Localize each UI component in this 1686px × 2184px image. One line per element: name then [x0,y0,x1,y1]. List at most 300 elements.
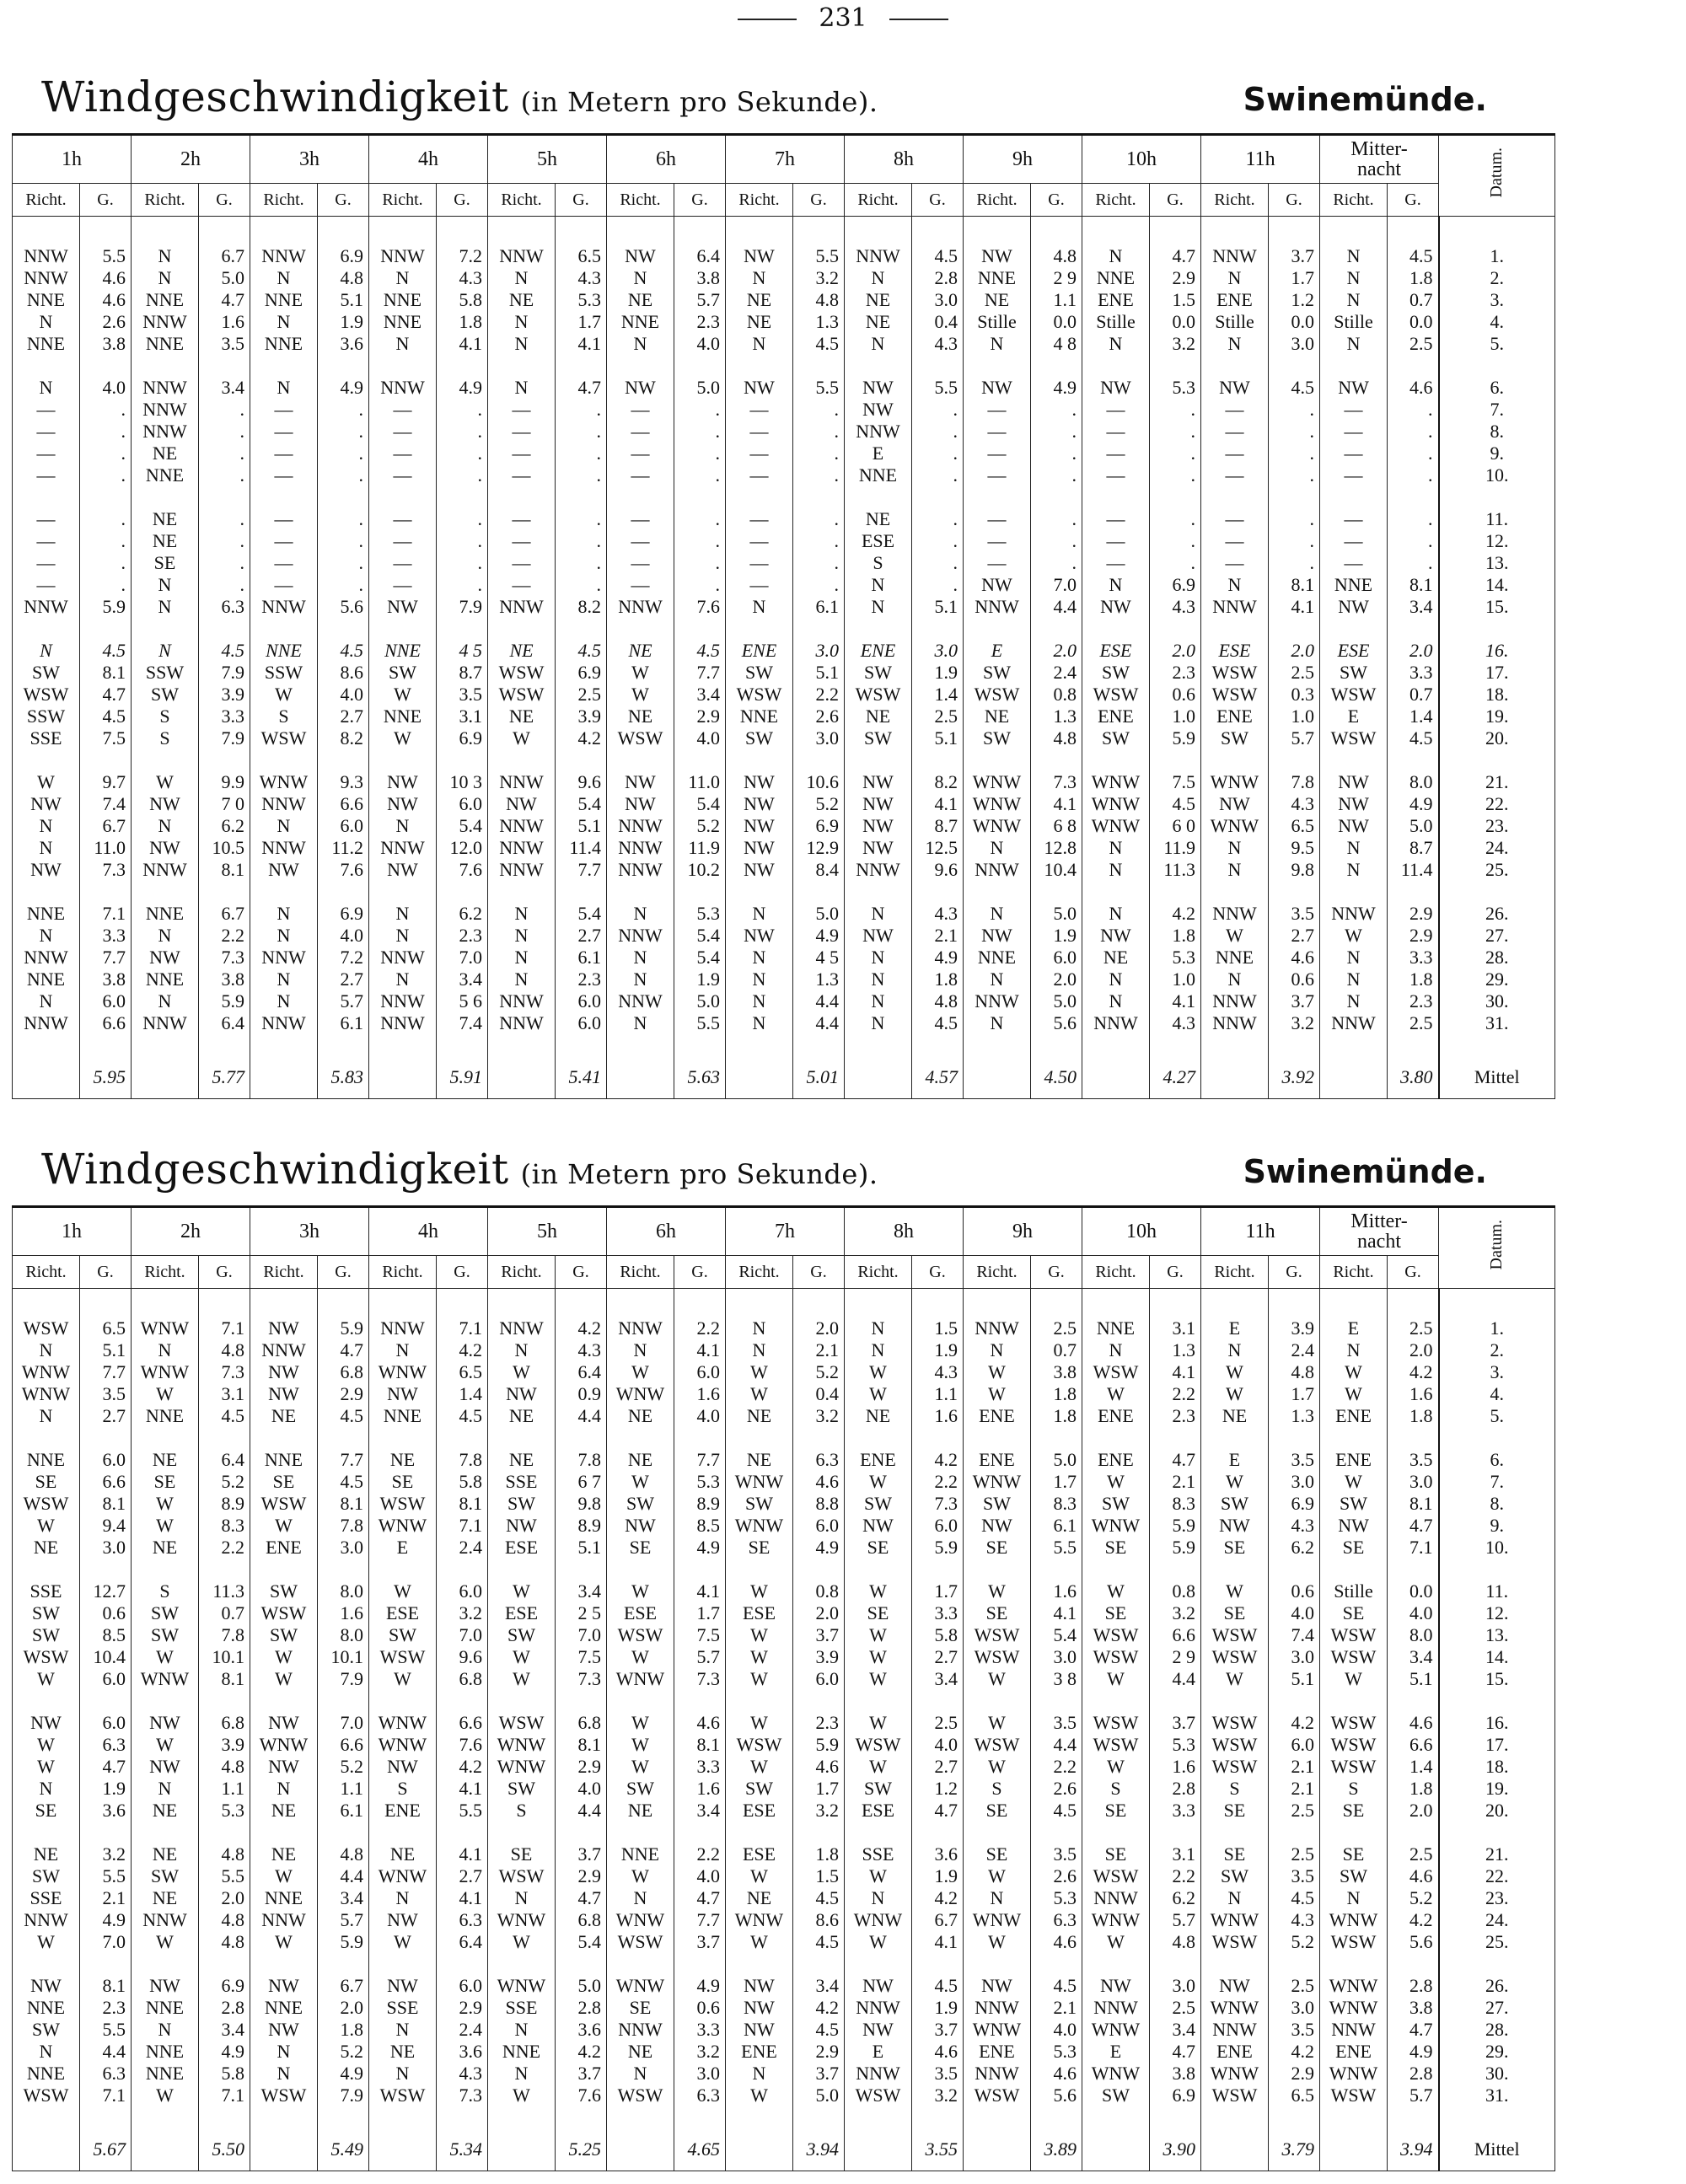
direction-cell: NNW [132,1909,199,1931]
direction-cell: WNW [369,1515,437,1537]
direction-cell: NW [1320,377,1388,399]
direction-cell: W [13,771,80,793]
mean-direction-cell [726,1056,793,1099]
spacer-cell [1269,749,1320,771]
spacer-cell [556,881,607,903]
direction-cell: N [132,267,199,289]
spacer-cell [964,1559,1031,1580]
spacer-cell [1388,355,1439,377]
gap-cell [793,1289,845,1296]
speed-cell: . [199,574,250,596]
spacer-cell [369,1822,437,1843]
direction-cell: SSW [13,706,80,727]
direction-cell: ENE [250,1537,318,1559]
speed-cell: 2.9 [1388,925,1439,947]
direction-cell: NNW [845,859,912,881]
speed-cell: . [674,421,726,443]
speed-cell: 7.6 [437,1734,488,1756]
direction-cell: W [845,1361,912,1383]
header-gap [13,1289,1555,1296]
speed-cell: . [1388,552,1439,574]
speed-cell: 6.0 [556,990,607,1012]
datum-header-label: Datum. [1487,148,1506,198]
speed-cell: 6.0 [793,1668,845,1690]
direction-header: Richt. [1201,184,1269,217]
direction-cell: WSW [964,1646,1031,1668]
spacer-cell [80,1559,132,1580]
direction-cell: N [250,990,318,1012]
gap-cell [250,217,318,224]
speed-cell: 10.4 [1031,859,1082,881]
speed-cell: 6.0 [556,1012,607,1034]
speed-cell: 6.6 [318,793,369,815]
gap-cell [318,1289,369,1296]
direction-cell: — [1320,399,1388,421]
gap-cell [726,1289,793,1296]
spacer-cell [1320,1690,1388,1712]
speed-cell: 5.3 [674,1471,726,1493]
direction-cell: N [132,574,199,596]
spacer-cell [132,749,199,771]
speed-cell: 6.9 [318,903,369,925]
speed-cell: 4.0 [674,1405,726,1427]
speed-cell: 4.5 [556,640,607,662]
direction-cell: WNW [132,1317,199,1339]
datum-cell: 26. [1439,1975,1555,1997]
spacer-cell [912,881,964,903]
datum-cell: 5. [1439,1405,1555,1427]
speed-cell: 5.0 [674,377,726,399]
speed-cell: 4.8 [199,1339,250,1361]
speed-cell: 7.8 [556,1449,607,1471]
speed-cell: 6.6 [80,1471,132,1493]
direction-cell: NW [250,1975,318,1997]
direction-cell: NNE [13,969,80,990]
direction-cell: WSW [607,1624,674,1646]
speed-cell: 4.8 [793,289,845,311]
direction-cell: N [488,947,556,969]
direction-cell: — [488,574,556,596]
page-number [0,3,1686,33]
direction-cell: WSW [13,1646,80,1668]
direction-cell: NNE [250,1997,318,2019]
spacer-cell [1388,2106,1439,2128]
direction-cell: W [607,1580,674,1602]
direction-cell: SSW [132,662,199,684]
speed-cell: 5.5 [437,1800,488,1822]
direction-cell: — [1201,399,1269,421]
datum-cell: 14. [1439,1646,1555,1668]
speed-cell: 2 9 [1031,267,1082,289]
table-row [13,1975,1555,1997]
speed-cell: 10.2 [674,859,726,881]
direction-cell: — [1201,508,1269,530]
direction-cell: NW [845,837,912,859]
spacer-cell [199,1953,250,1975]
spacer-cell [199,486,250,508]
speed-cell: 2.1 [912,925,964,947]
speed-cell: 8.1 [1269,574,1320,596]
speed-cell: 8.9 [199,1493,250,1515]
speed-cell: 7.1 [80,903,132,925]
speed-cell: 1.8 [793,1843,845,1865]
speed-cell: 2.1 [793,1339,845,1361]
direction-cell: SW [1201,1865,1269,1887]
speed-cell: . [556,530,607,552]
speed-cell: 2.3 [1150,1405,1201,1427]
direction-cell: NNE [488,2041,556,2063]
speed-cell: . [318,443,369,464]
datum-cell: 28. [1439,2019,1555,2041]
direction-cell: N [488,2063,556,2085]
spacer-cell [318,1427,369,1449]
direction-cell: WNW [369,1865,437,1887]
speed-cell: 8.1 [318,1493,369,1515]
speed-cell: 4.1 [556,333,607,355]
direction-cell: NW [1320,596,1388,618]
spacer-cell [250,1822,318,1843]
datum-cell: 30. [1439,2063,1555,2085]
direction-cell: SE [369,1471,437,1493]
datum-cell: 17. [1439,662,1555,684]
direction-cell: NW [1201,377,1269,399]
direction-cell: NW [369,1909,437,1931]
speed-cell: 6.8 [556,1712,607,1734]
speed-cell: 2.7 [318,706,369,727]
speed-cell: 2.2 [199,925,250,947]
direction-cell: WSW [1082,1646,1150,1668]
direction-cell: NNW [845,245,912,267]
spacer-cell [793,1559,845,1580]
speed-cell: 2.5 [1150,1997,1201,2019]
direction-cell: W [488,1646,556,1668]
spacer-cell [556,355,607,377]
table-row [13,990,1555,1012]
direction-cell: ESE [726,1602,793,1624]
direction-cell: NE [726,1449,793,1471]
spacer-cell [437,1822,488,1843]
direction-cell: W [845,1668,912,1690]
speed-cell: 5.6 [1031,1012,1082,1034]
spacer-cell [1269,1034,1320,1056]
spacer-cell [132,1296,199,1317]
speed-cell: . [437,508,488,530]
speed-cell: 4.5 [674,640,726,662]
spacer-cell [1269,881,1320,903]
direction-cell: SW [488,1624,556,1646]
speed-cell: 1.8 [1388,969,1439,990]
direction-cell: N [964,903,1031,925]
direction-cell: W [607,1361,674,1383]
direction-cell: SW [1201,727,1269,749]
direction-cell: N [845,267,912,289]
direction-cell: N [13,2041,80,2063]
spacer-cell [318,1559,369,1580]
speed-cell: 3.0 [674,2063,726,2085]
speed-cell: 2.5 [1269,662,1320,684]
speed-cell: 6.0 [80,1668,132,1690]
spacer-cell [1201,1034,1269,1056]
direction-cell: N [13,1778,80,1800]
datum-cell: 29. [1439,969,1555,990]
direction-cell: NW [845,399,912,421]
speed-cell: 6.9 [1150,2085,1201,2106]
direction-cell: ENE [1201,289,1269,311]
speed-cell: 0.0 [1388,1580,1439,1602]
direction-cell: N [845,1317,912,1339]
mean-direction-cell [1320,2128,1388,2171]
direction-cell: NNW [369,1012,437,1034]
speed-cell: 5.5 [674,1012,726,1034]
speed-cell: 1.9 [912,1997,964,2019]
speed-cell: 5.9 [80,596,132,618]
direction-cell: SW [726,1778,793,1800]
direction-cell: N [1320,1339,1388,1361]
direction-cell: W [845,1756,912,1778]
table-row [13,333,1555,355]
mean-speed-cell: 5.63 [674,1056,726,1099]
speed-cell: 5.9 [1150,1515,1201,1537]
table-row [13,267,1555,289]
speed-cell: 7.6 [318,859,369,881]
direction-cell: — [964,399,1031,421]
speed-cell: 6.6 [80,1012,132,1034]
speed-cell: 1.9 [674,969,726,990]
speed-cell: 4.8 [199,1931,250,1953]
direction-cell: SE [132,552,199,574]
speed-cell: 3.8 [674,267,726,289]
direction-cell: N [13,640,80,662]
direction-cell: NNW [250,1012,318,1034]
speed-cell: 9.7 [80,771,132,793]
hour-header-4: 4h [369,1207,488,1256]
spacer-cell [674,223,726,245]
spacer-cell [607,881,674,903]
direction-header: Richt. [964,184,1031,217]
spacer-cell [13,1296,80,1317]
datum-cell: 31. [1439,2085,1555,2106]
spacer-cell [1320,2106,1388,2128]
direction-cell: N [726,1317,793,1339]
speed-cell: . [1269,530,1320,552]
speed-cell: 6.3 [80,2063,132,2085]
direction-cell: NW [369,859,437,881]
spacer-cell [845,1427,912,1449]
speed-cell: 4.2 [1388,1361,1439,1383]
direction-cell: SW [132,1624,199,1646]
title-subtitle: (in Metern pro Sekunde). [520,86,878,118]
direction-cell: — [13,421,80,443]
gap-cell [1082,217,1150,224]
speed-cell: 5.7 [1150,1909,1201,1931]
speed-cell: 6.9 [199,1975,250,1997]
speed-cell: 4.5 [80,640,132,662]
direction-cell: W [964,1865,1031,1887]
speed-cell: 4.2 [1150,903,1201,925]
spacer-cell [250,1690,318,1712]
direction-cell: NW [845,793,912,815]
speed-cell: 3.5 [1269,1865,1320,1887]
mean-speed-cell: 3.94 [1388,2128,1439,2171]
speed-cell: 5.7 [318,990,369,1012]
speed-cell: 7.9 [199,727,250,749]
speed-cell: 3.2 [793,267,845,289]
spacer-cell [1082,1559,1150,1580]
direction-cell: NNW [13,596,80,618]
direction-cell: NE [1201,1405,1269,1427]
spacer-cell [1388,1296,1439,1317]
direction-cell: SE [845,1602,912,1624]
speed-cell: 5.9 [318,1931,369,1953]
direction-cell: NNW [607,837,674,859]
direction-cell: ESE [1082,640,1150,662]
mean-direction-cell [1201,2128,1269,2171]
table-row [13,1997,1555,2019]
spacer-cell [437,749,488,771]
datum-cell: 8. [1439,1493,1555,1515]
direction-cell: NW [250,2019,318,2041]
direction-cell: ENE [845,640,912,662]
spacer-cell [250,1953,318,1975]
speed-cell: 3.5 [1269,1449,1320,1471]
direction-cell: — [369,421,437,443]
direction-cell: NE [132,1843,199,1865]
spacer-cell [437,881,488,903]
spacer-cell [1031,1953,1082,1975]
spacer-cell [1320,1427,1388,1449]
gap-cell [80,1289,132,1296]
direction-header: Richt. [369,1256,437,1289]
speed-cell: 2.0 [1031,969,1082,990]
direction-cell: W [964,1931,1031,1953]
direction-cell: NW [369,793,437,815]
mean-direction-cell [607,2128,674,2171]
speed-cell: 9.9 [199,771,250,793]
direction-cell: N [845,1012,912,1034]
mean-row [13,2128,1555,2171]
spacer-cell [80,1296,132,1317]
speed-cell: 5.1 [1388,1668,1439,1690]
spacer-cell [369,355,437,377]
speed-header: G. [199,1256,250,1289]
direction-cell: SE [1201,1843,1269,1865]
direction-cell: WNW [726,1471,793,1493]
speed-cell: 4.9 [793,925,845,947]
speed-cell: 4.5 [912,1012,964,1034]
direction-cell: — [964,421,1031,443]
speed-cell: 6.9 [793,815,845,837]
speed-cell: 4.0 [674,333,726,355]
datum-cell: 25. [1439,1931,1555,1953]
spacer-cell [132,1427,199,1449]
speed-cell: 4.7 [674,1887,726,1909]
table-row [13,596,1555,618]
spacer-cell [1439,1559,1555,1580]
speed-cell: . [674,443,726,464]
speed-cell: 8.2 [318,727,369,749]
speed-cell: . [1031,530,1082,552]
datum-cell: 9. [1439,443,1555,464]
direction-cell: NE [726,1405,793,1427]
datum-cell: 16. [1439,1712,1555,1734]
mean-speed-cell: 3.92 [1269,1056,1320,1099]
spacer-cell [369,1296,437,1317]
speed-cell: 6.5 [437,1361,488,1383]
speed-cell: 4.8 [1031,727,1082,749]
spacer-cell [318,1822,369,1843]
speed-cell: . [1150,464,1201,486]
spacer-cell [80,486,132,508]
direction-cell: WSW [369,1493,437,1515]
speed-cell: 5.2 [318,1756,369,1778]
spacer-cell [607,1427,674,1449]
speed-cell: . [1269,508,1320,530]
speed-cell: . [912,399,964,421]
datum-cell: 15. [1439,1668,1555,1690]
spacer-cell [607,1953,674,1975]
group-spacer [13,1690,1555,1712]
direction-cell: — [488,421,556,443]
speed-cell: 1.1 [318,1778,369,1800]
mean-speed-cell: 5.41 [556,1056,607,1099]
direction-cell: — [1201,443,1269,464]
direction-cell: NE [607,706,674,727]
direction-cell: SE [1201,1537,1269,1559]
speed-cell: 4.7 [1150,2041,1201,2063]
speed-cell: 8.3 [1150,1493,1201,1515]
direction-cell: N [1320,333,1388,355]
speed-cell: 3.9 [1269,1317,1320,1339]
speed-cell: 9.3 [318,771,369,793]
spacer-cell [793,1296,845,1317]
spacer-cell [1388,1690,1439,1712]
spacer-cell [132,355,199,377]
datum-cell: 11. [1439,508,1555,530]
direction-cell: NNW [250,837,318,859]
direction-cell: SW [13,662,80,684]
speed-cell: 2.6 [1031,1778,1082,1800]
direction-cell: SW [13,1865,80,1887]
direction-cell: ENE [369,1800,437,1822]
table-row [13,1339,1555,1361]
spacer-cell [1320,1559,1388,1580]
direction-cell: ENE [845,1449,912,1471]
spacer-cell [912,1296,964,1317]
speed-cell: . [1150,399,1201,421]
direction-cell: — [488,530,556,552]
direction-cell: WNW [1082,2063,1150,2085]
speed-cell: 1.7 [1269,267,1320,289]
direction-cell: WSW [1082,1865,1150,1887]
speed-cell: 8.9 [556,1515,607,1537]
direction-cell: — [369,464,437,486]
speed-cell: 4.6 [1388,1865,1439,1887]
direction-cell: NNW [250,1909,318,1931]
spacer-cell [912,1953,964,1975]
direction-cell: NNW [369,245,437,267]
direction-cell: — [1320,464,1388,486]
spacer-cell [726,1953,793,1975]
direction-cell: WNW [369,1734,437,1756]
direction-cell: N [488,969,556,990]
direction-cell: — [369,530,437,552]
direction-cell: NNW [488,771,556,793]
speed-cell: 4.5 [1150,793,1201,815]
speed-header: G. [437,1256,488,1289]
speed-cell: 8.0 [1388,771,1439,793]
direction-cell: NNW [964,2063,1031,2085]
datum-cell: 16. [1439,640,1555,662]
